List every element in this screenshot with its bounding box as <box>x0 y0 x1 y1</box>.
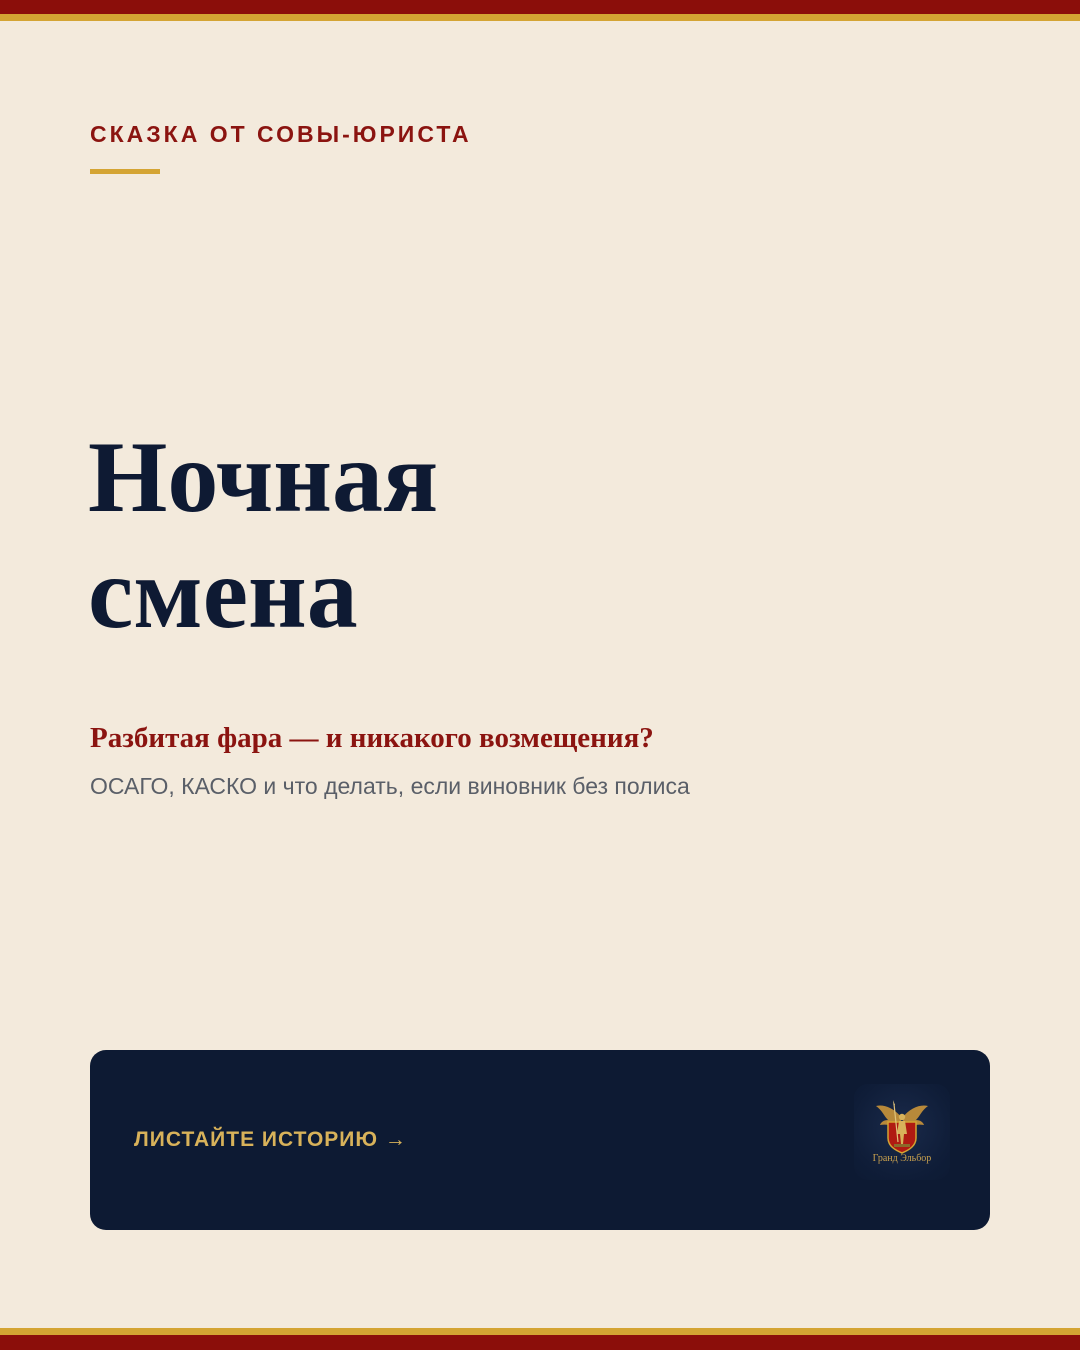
page-title <box>88 420 438 652</box>
eyebrow-label: СКАЗКА ОТ СОВЫ-ЮРИСТА <box>90 121 472 147</box>
title-line-1: Ночная <box>88 421 439 534</box>
bottom-red-stripe <box>0 1335 1080 1350</box>
brand-logo <box>854 1084 950 1180</box>
top-red-stripe <box>0 0 1080 14</box>
eyebrow-divider <box>90 169 160 174</box>
brand-logo-text: Гранд Эльбор <box>872 1153 932 1164</box>
swipe-story-link[interactable]: ЛИСТАЙТЕ ИСТОРИЮ → <box>134 1128 407 1151</box>
title-line-2: смена <box>88 537 358 650</box>
lede-text: ОСАГО, КАСКО и что делать, если виновник без полиса <box>90 773 690 799</box>
bottom-gold-stripe <box>0 1328 1080 1335</box>
cta-panel <box>90 1050 990 1230</box>
subtitle: Разбитая фара — и никакого возмещения? <box>90 722 654 754</box>
winged-warrior-shield-icon <box>854 1084 950 1180</box>
top-gold-stripe <box>0 14 1080 21</box>
